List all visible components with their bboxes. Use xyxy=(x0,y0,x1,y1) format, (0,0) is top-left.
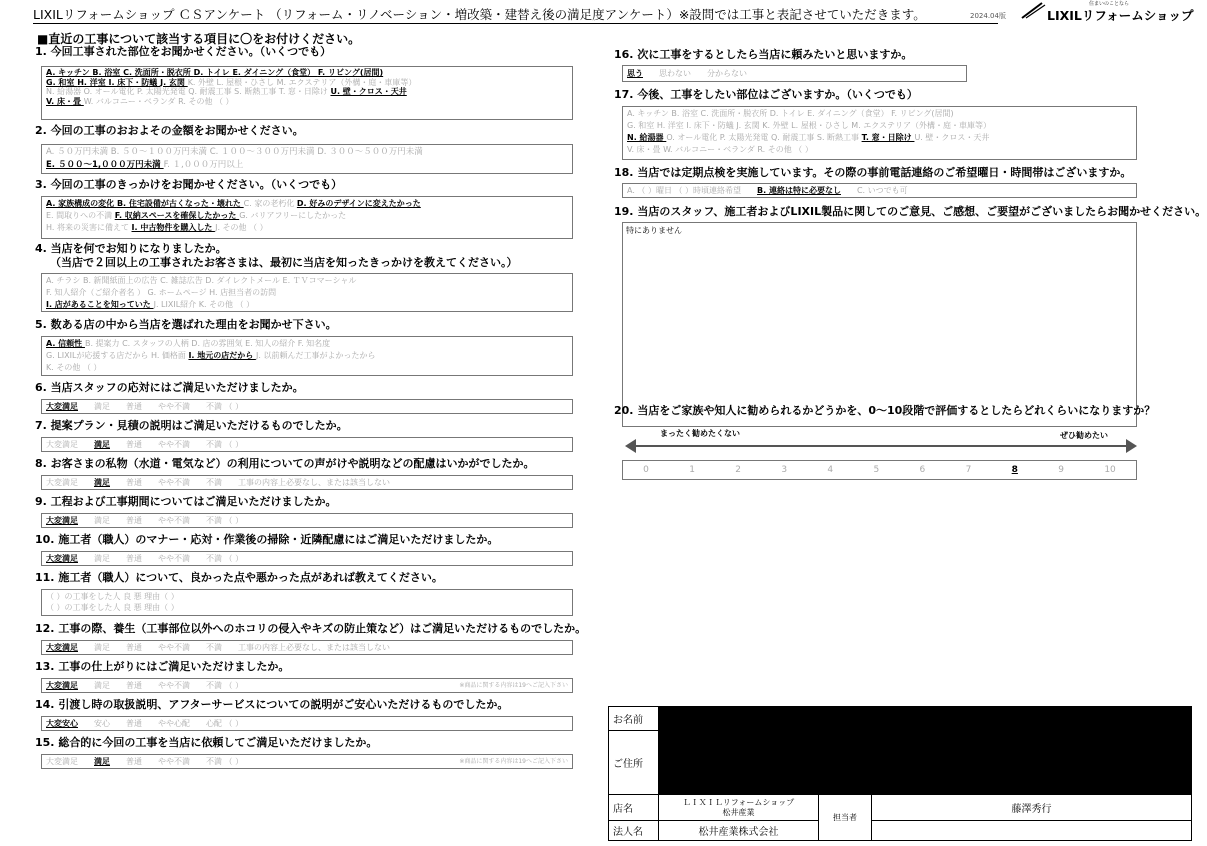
contact-table xyxy=(608,706,1192,841)
answer-choice[interactable]: 普通 xyxy=(126,401,142,411)
option-item[interactable]: N. 給湯器 xyxy=(627,133,667,142)
q4-l3-row xyxy=(46,299,568,311)
q6-options[interactable] xyxy=(41,399,573,414)
corp-value: 松井産業株式会社 xyxy=(659,821,819,841)
option-item[interactable]: A. チラシ B. 新聞紙面上の広告 C. 雑誌広告 D. ダイレクトメール E. ＴＶコマーシャル xyxy=(46,276,357,285)
q9-options[interactable] xyxy=(41,513,573,528)
option-item[interactable]: T. 窓・日除け xyxy=(861,133,915,142)
option-item[interactable]: G. 和室 xyxy=(46,77,78,87)
nps-option-5[interactable]: 5 xyxy=(873,465,880,475)
q17-l4-row xyxy=(627,144,1132,156)
q3-l3-row xyxy=(46,222,568,234)
nps-scale[interactable] xyxy=(622,460,1137,480)
answer-choice[interactable]: やや不満 xyxy=(158,756,190,766)
answer-choice[interactable]: 普通 xyxy=(126,553,142,563)
option-item[interactable]: B. 住宅設備が古くなった・壊れた xyxy=(116,199,244,208)
shop-value-line1: ＬＩＸＩＬリフォームショップ xyxy=(682,797,795,807)
option-item[interactable]: F. 知人紹介（ご紹介者名 ） G. ホームページ H. 店担当者の訪問 xyxy=(46,288,277,297)
q5-l2-row xyxy=(46,350,568,362)
option-item[interactable]: D. トイレ xyxy=(193,68,233,77)
option-item[interactable]: E. ５００～1,０００万円未満 xyxy=(46,160,164,170)
q16-options[interactable] xyxy=(622,65,967,82)
option-item[interactable]: J. LIXIL紹介 K. その他 （ ） xyxy=(153,300,255,309)
q3-label: 3. 今回の工事のきっかけをお聞かせください。（いくつでも） xyxy=(35,178,343,191)
memo-note: ※商品に関する内容は19へご記入下さい xyxy=(459,681,568,689)
name-redacted xyxy=(659,707,1192,731)
answer-choice[interactable]: 大変満足 xyxy=(46,401,78,411)
answer-choice[interactable]: 普通 xyxy=(126,718,142,728)
option-item[interactable]: C. 家の老朽化 xyxy=(243,199,297,208)
option-item[interactable]: U. 壁・クロス・天井 xyxy=(914,133,990,142)
q11-options[interactable] xyxy=(41,589,573,616)
answer-choice[interactable]: 大変満足 xyxy=(46,477,78,487)
option-item[interactable]: A. キッチン xyxy=(46,68,93,77)
option-item[interactable]: E. 間取りへの不満 xyxy=(46,211,115,220)
answer-choice[interactable]: 普通 xyxy=(126,642,142,652)
q4-label: 4. 当店を何でお知りになりましたか。 xyxy=(35,242,227,255)
answer-choice[interactable]: 普通 xyxy=(126,439,142,449)
shop-label: 店名 xyxy=(609,795,659,821)
q18-label: 18. 当店では定期点検を実施しています。その際の事前電話連絡のご希望曜日・時間帯はございますか。 xyxy=(614,166,1132,179)
answer-choice[interactable]: 不満 （ ） xyxy=(206,553,244,563)
answer-choice[interactable]: 大変満足 xyxy=(46,642,78,652)
answer-choice[interactable]: 不満 （ ） xyxy=(206,756,244,766)
address-redacted xyxy=(659,731,1192,795)
option-item[interactable]: K. その他 （ ） xyxy=(46,363,102,372)
option-item[interactable]: G. LIXILが応援する店だから H. 価格面 xyxy=(46,351,189,360)
nps-option-4[interactable]: 4 xyxy=(827,465,834,475)
q13-options[interactable] xyxy=(41,678,573,693)
option-item[interactable]: A. 信頼性 xyxy=(46,339,85,348)
q10-options[interactable] xyxy=(41,551,573,566)
answer-choice[interactable]: 満足 xyxy=(94,642,110,652)
q16-label: 16. 次に工事をするとしたら当店に頼みたいと思いますか。 xyxy=(614,48,913,61)
logo-tagline: 住まいのことなら xyxy=(1089,1,1130,7)
q19-comment-box[interactable] xyxy=(622,222,1137,427)
answer-choice[interactable]: 満足 xyxy=(94,515,110,525)
address-label: ご住所 xyxy=(609,731,659,795)
q1-l2-row xyxy=(46,78,568,88)
answer-choice[interactable]: 普通 xyxy=(126,756,142,766)
answer-choice[interactable]: C. いつでも可 xyxy=(856,185,908,195)
q13-label: 13. 工事の仕上がりにはご満足いただけましたか。 xyxy=(35,660,290,673)
answer-choice[interactable]: やや不満 xyxy=(158,515,190,525)
q10-label: 10. 施工者（職人）のマナー・応対・作業後の掃除・近隣配慮にはご満足いただけましたか。 xyxy=(35,533,499,546)
answer-choice[interactable]: 満足 xyxy=(94,553,110,563)
staff-label: 担当者 xyxy=(819,795,872,841)
answer-choice[interactable]: 大変満足 xyxy=(46,680,78,690)
q1-l4-row xyxy=(46,97,568,107)
corp-label: 法人名 xyxy=(609,821,659,841)
nps-option-6[interactable]: 6 xyxy=(919,465,926,475)
answer-choice[interactable]: やや不満 xyxy=(158,439,190,449)
answer-choice[interactable]: 分からない xyxy=(707,68,747,78)
q2-options[interactable] xyxy=(41,144,573,174)
q3-l1-row xyxy=(46,198,568,210)
q4-options[interactable] xyxy=(41,273,573,312)
answer-choice[interactable]: やや不満 xyxy=(158,553,190,563)
memo-note: ※商品に関する内容は19へご記入下さい xyxy=(459,757,568,765)
option-item[interactable]: V. 床・畳 xyxy=(46,96,84,106)
answer-choice[interactable]: 大変満足 xyxy=(46,756,78,766)
q1-l1-row xyxy=(46,68,568,78)
logo-name: LIXILリフォームショップ xyxy=(1047,8,1194,23)
option-item[interactable]: J. その他 （ ） xyxy=(215,223,268,232)
q2-l2-row xyxy=(46,159,568,172)
instruction: ■直近の工事について該当する項目に〇をお付けください。 xyxy=(37,32,361,46)
q1-label: 1. 今回工事された部位をお聞かせください。（いくつでも） xyxy=(35,45,332,58)
answer-choice[interactable]: 思う xyxy=(627,68,643,78)
option-item[interactable]: U. 壁・クロス・天井 xyxy=(330,87,407,96)
option-item[interactable]: C. 洗面所・脱衣所 xyxy=(123,68,194,77)
option-item[interactable]: G. バリアフリーにしたかった xyxy=(239,211,347,220)
shop-value-line2: 松井産業 xyxy=(722,807,755,817)
option-item[interactable]: G. 和室 H. 洋室 I. 床下・防蟻 J. 玄関 K. 外壁 L. 屋根・ひさし M. エクステリア（外構・庭・車庫等） xyxy=(627,121,992,130)
q17-options[interactable] xyxy=(622,106,1137,160)
option-item[interactable]: D. 好みのデザインに変えたかった xyxy=(296,199,421,208)
q19-label: 19. 当店のスタッフ、施工者およびLIXIL製品に関してのご意見、ご感想、ご要望がございましたらお聞かせください。 xyxy=(614,205,1207,218)
option-item[interactable]: J. 玄関 xyxy=(160,77,188,87)
q3-l2-row xyxy=(46,210,568,222)
answer-choice[interactable]: 普通 xyxy=(126,515,142,525)
answer-choice[interactable]: A. （ ）曜日 （ ）時頃連絡希望 xyxy=(627,185,742,195)
option-item[interactable]: O. オール電化 P. 太陽光発電 Q. 耐震工事 S. 断熱工事 xyxy=(666,133,862,142)
option-item[interactable]: W. バルコニー・ベランダ R. その他 （ ） xyxy=(83,96,234,106)
q15-label: 15. 総合的に今回の工事を当店に依頼してご満足いただけましたか。 xyxy=(35,736,378,749)
nps-option-9[interactable]: 9 xyxy=(1058,465,1064,475)
option-item[interactable]: I. 中古物件を購入した xyxy=(131,223,216,232)
answer-choice[interactable]: やや不満 xyxy=(158,642,190,652)
scale-right-label: ぜひ勧めたい xyxy=(1060,431,1108,440)
q18-options[interactable] xyxy=(622,183,1137,198)
q19-comment-text: 特にありません xyxy=(626,226,682,235)
option-item[interactable]: I. 地元の店だから xyxy=(188,351,257,360)
answer-choice[interactable]: 心配 （ ） xyxy=(206,718,244,728)
option-item[interactable]: I. 床下・防蟻 xyxy=(108,77,161,87)
lixil-logo xyxy=(1020,0,1194,24)
q5-options[interactable] xyxy=(41,336,573,376)
q4-l2-row xyxy=(46,287,568,299)
q20-label: 20. 当店をご家族や知人に勧められるかどうかを、0～10段階で評価するとしたらどれくらいになりますか？ xyxy=(614,404,1156,417)
answer-choice[interactable]: 不満 （ ） xyxy=(206,680,244,690)
q3-options[interactable] xyxy=(41,196,573,239)
option-item[interactable]: E. ダイニング（食堂） xyxy=(232,68,318,77)
answer-choice[interactable]: やや心配 xyxy=(158,718,190,728)
answer-choice[interactable]: やや不満 xyxy=(158,680,190,690)
option-item[interactable]: F. リビング(居間) xyxy=(317,68,384,77)
option-item[interactable]: F. １,０００万円以上 xyxy=(163,160,244,170)
option-item[interactable]: V. 床・畳 W. バルコニー・ベランダ R. その他 （ ） xyxy=(627,145,813,154)
answer-choice[interactable]: 不満 xyxy=(206,477,222,487)
answer-choice[interactable]: 工事の内容上必要なし、または該当しない xyxy=(238,642,390,652)
q6-label: 6. 当店スタッフの応対にはご満足いただけましたか。 xyxy=(35,381,304,394)
q14-label: 14. 引渡し時の取扱説明、アフターサービスについての説明がご安心いただけるものでしたか。 xyxy=(35,698,509,711)
answer-choice[interactable]: 不満 xyxy=(206,642,222,652)
answer-choice[interactable]: 普通 xyxy=(126,477,142,487)
q17-l3-row xyxy=(627,132,1132,144)
option-item[interactable]: A. ５０万円未満 B. ５０～１００万円未満 C. １００～３００万円未満 D. ３００～５００万円未満 xyxy=(46,147,423,157)
answer-choice[interactable]: 不満 （ ） xyxy=(206,401,244,411)
nps-option-2[interactable]: 2 xyxy=(735,465,742,475)
nps-option-7[interactable]: 7 xyxy=(965,465,972,475)
q8-options[interactable] xyxy=(41,475,573,490)
answer-choice[interactable]: 大変満足 xyxy=(46,515,78,525)
q4-l1-row xyxy=(46,275,568,287)
option-item[interactable]: N. 給湯器 O. オール電化 P. 太陽光発電 Q. 耐震工事 S. 断熱工事 T. 窓・日除け xyxy=(46,87,331,96)
answer-choice[interactable]: やや不満 xyxy=(158,401,190,411)
nps-option-1[interactable]: 1 xyxy=(689,465,695,475)
answer-choice[interactable]: 不満 （ ） xyxy=(206,439,244,449)
q15-options[interactable] xyxy=(41,754,573,769)
q12-label: 12. 工事の際、養生（工事部位以外へのホコリの侵入やキズの防止策など）はご満足いただけるものでしたか。 xyxy=(35,622,587,635)
q17-l2-row xyxy=(627,120,1132,132)
answer-choice[interactable]: 大変満足 xyxy=(46,439,78,449)
answer-choice[interactable]: 満足 xyxy=(94,477,110,487)
scale-left-label: まったく勧めたくない xyxy=(660,429,740,438)
option-item[interactable]: I. 店があることを知っていた xyxy=(46,300,154,309)
option-item[interactable]: H. 将来の災害に備えて xyxy=(46,223,132,232)
q11-line2: （ ）の工事をした人 良 悪 理由（ ） xyxy=(46,603,179,612)
option-item[interactable]: A. 家族構成の変化 xyxy=(46,199,117,208)
option-item[interactable]: H. 洋室 xyxy=(77,77,109,87)
answer-choice[interactable]: 満足 xyxy=(94,401,110,411)
answer-choice[interactable]: やや不満 xyxy=(158,477,190,487)
q4-sublabel: （当店で２回以上の工事されたお客さまは、最初に当店を知ったきっかけを教えてください。） xyxy=(50,256,518,269)
version-date: 2024.04版 xyxy=(970,12,1006,20)
answer-choice[interactable]: 満足 xyxy=(94,756,110,766)
answer-choice[interactable]: 工事の内容上必要なし、または該当しない xyxy=(238,477,390,487)
answer-choice[interactable]: 安心 xyxy=(94,718,110,728)
answer-choice[interactable]: 大変満足 xyxy=(46,553,78,563)
scale-arrow xyxy=(625,438,1137,454)
q11-line1: （ ）の工事をした人 良 悪 理由（ ） xyxy=(46,592,179,601)
q14-options[interactable] xyxy=(41,716,573,731)
q5-label: 5. 数ある店の中から当店を選ばれた理由をお聞かせ下さい。 xyxy=(35,318,337,331)
q5-l3-row xyxy=(46,362,568,374)
nps-option-0[interactable]: 0 xyxy=(643,465,649,475)
q1-options[interactable] xyxy=(41,66,573,120)
answer-choice[interactable]: 不満 （ ） xyxy=(206,515,244,525)
q12-options[interactable] xyxy=(41,640,573,655)
q7-options[interactable] xyxy=(41,437,573,452)
logo-swoosh-icon xyxy=(1020,2,1046,20)
q7-label: 7. 提案プラン・見積の説明はご満足いただけるものでしたか。 xyxy=(35,419,348,432)
nps-option-10[interactable]: 10 xyxy=(1104,465,1116,475)
q2-l1-row xyxy=(46,146,568,159)
option-item[interactable]: F. 収納スペースを確保したかった xyxy=(114,211,240,220)
q17-l1-row xyxy=(627,108,1132,120)
answer-choice[interactable]: 満足 xyxy=(94,439,110,449)
answer-choice[interactable]: 満足 xyxy=(94,680,110,690)
q8-label: 8. お客さまの私物（水道・電気など）の利用についての声がけや説明などの配慮はいかがでしたか。 xyxy=(35,457,535,470)
option-item[interactable]: A. キッチン B. 浴室 C. 洗面所・脱衣所 D. トイレ E. ダイニング（食堂） F. リビング(居間) xyxy=(627,109,954,118)
name-label: お名前 xyxy=(609,707,659,731)
option-item[interactable]: B. 浴室 xyxy=(92,68,124,77)
q17-label: 17. 今後、工事をしたい部位はございますか。（いくつでも） xyxy=(614,88,918,101)
q1-l3-row xyxy=(46,87,568,97)
survey-title: LIXILリフォームショップ ＣＳアンケート （リフォーム・リノベーション・増改築・建替え後の満足度アンケート）※設問では工事と表記させていただきます。 xyxy=(33,7,998,24)
q5-l1-row xyxy=(46,338,568,350)
q11-label: 11. 施工者（職人）について、良かった点や悪かった点があれば教えてください。 xyxy=(35,571,443,584)
q9-label: 9. 工程および工事期間についてはご満足いただけましたか。 xyxy=(35,495,337,508)
option-item[interactable]: K. 外壁 L. 屋根・ひさし M. エクステリア（外構・庭・車庫等） xyxy=(187,77,417,87)
answer-choice[interactable]: 思わない xyxy=(659,68,691,78)
q2-label: 2. 今回の工事のおおよその金額をお聞かせください。 xyxy=(35,124,304,137)
option-item[interactable]: J. 以前頼んだ工事がよかったから xyxy=(256,351,376,360)
answer-choice[interactable]: 普通 xyxy=(126,680,142,690)
option-item[interactable]: B. 提案力 C. スタッフの人柄 D. 店の雰囲気 E. 知人の紹介 F. 知名度 xyxy=(84,339,331,348)
answer-choice[interactable]: B. 連絡は特に必要なし xyxy=(757,185,841,195)
nps-option-3[interactable]: 3 xyxy=(781,465,788,475)
nps-option-8[interactable]: 8 xyxy=(1011,465,1018,475)
staff-value: 藤澤秀行 xyxy=(872,795,1192,821)
answer-choice[interactable]: 大変安心 xyxy=(46,718,78,728)
